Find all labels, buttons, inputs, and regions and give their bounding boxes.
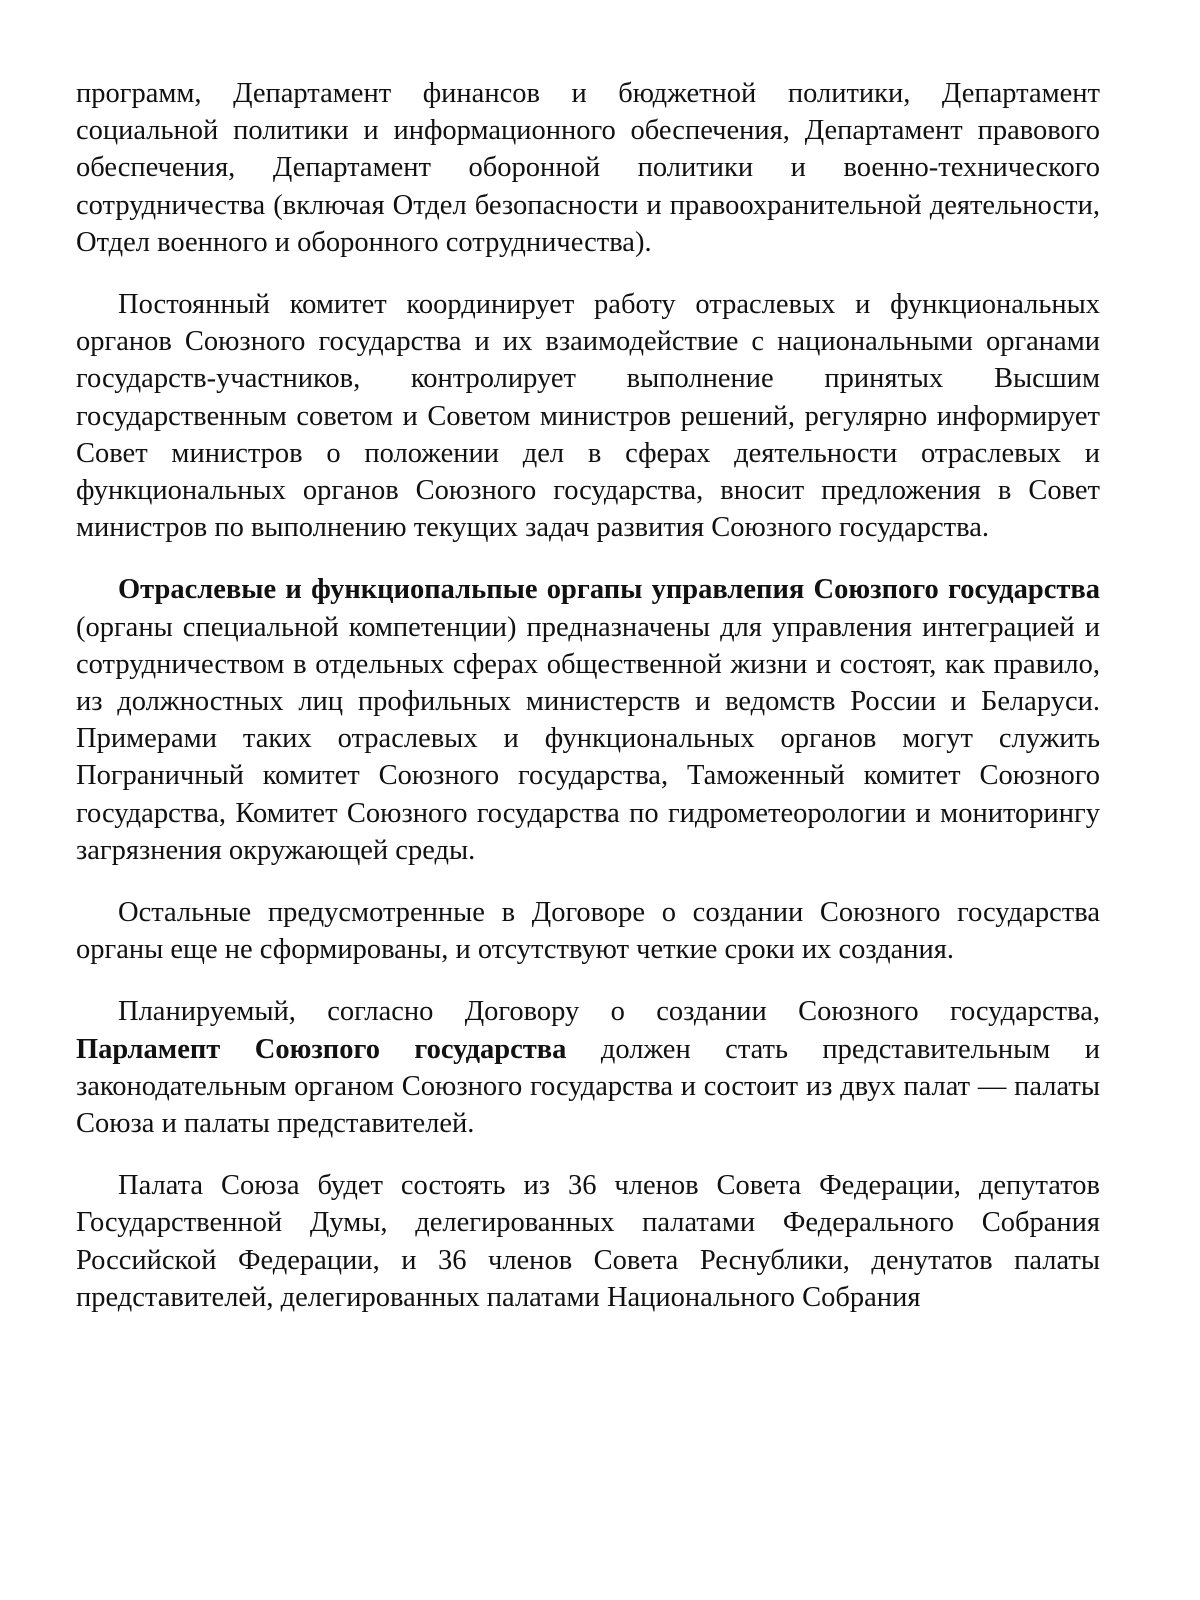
paragraph-departments: программ, Департамент финансов и бюджетной политики, Департамент социальной политики и информационного обеспечения, Департамент правового обеспечения, Департамент оборонной политики и военно-технического сотрудничества (включая Отдел безопасности и правоохранительной деятельности, Отдел военного и оборонного сотрудничества). <box>76 78 1100 258</box>
paragraph-other-bodies: Остальные предусмотренные в Договоре о создании Союзного государства органы еще не сформированы, и отсутствуют четкие сроки их создания. <box>76 897 1100 966</box>
paragraph-sectoral-bodies-text: (органы специальной компетенции) предназначены для управления интеграцией и сотрудничеством в отдельных сферах общественной жизни и состоят, как правило, из должностных лиц профильных министерств и ведомств России и Беларуси. Примерами таких отраслевых и функциональных органов могут служить Пограничный комитет Союзного государства, Таможенный комитет Союзного государства, Комитет Союзного государства по гидрометеорологии и мониторингу загрязнения окружающей среды. <box>76 611 1100 866</box>
paragraph-standing-committee: Постоянный комитет координирует работу отраслевых и функциональных органов Союзного государства и их взаимодействие с национальными органами государств-участников, контролирует выполнение принятых Высшим государственным советом и Советом министров решений, регулярно информирует Совет министров о положении дел в сферах деятельности отраслевых и функциональных органов Союзного государства, вносит предложения в Совет министров по выполнению текущих задач развития Союзного государства. <box>76 289 1100 544</box>
paragraph-parliament-intro: Планируемый, согласно Договору о создании Союзного государства, <box>118 996 1100 1028</box>
paragraph-chamber-of-union: Палата Союза будет состоять из 36 членов Совета Федерации, депутатов Государственной Думы, делегированных палатами Федерального Собрания Российской Федерации, и 36 членов Совета Реснублики, денутатов палаты представителей, делегированных палатами Национального Собрания <box>76 1170 1100 1313</box>
paragraph-sectoral-bodies <box>76 571 1100 869</box>
bold-term-sectoral-bodies: Отраслевые и функциопальпые оргапы управлепия Союзпого государства <box>118 574 1100 606</box>
document-page <box>76 75 1100 1316</box>
paragraph-parliament <box>76 993 1100 1142</box>
paragraph-parliament-text: должен стать представительным и законодательным органом Союзного государства и состоит из двух палат — палаты Союза и палаты представителей. <box>76 1033 1100 1140</box>
bold-term-parliament: Парламепт Союзпого государства <box>76 1033 567 1065</box>
